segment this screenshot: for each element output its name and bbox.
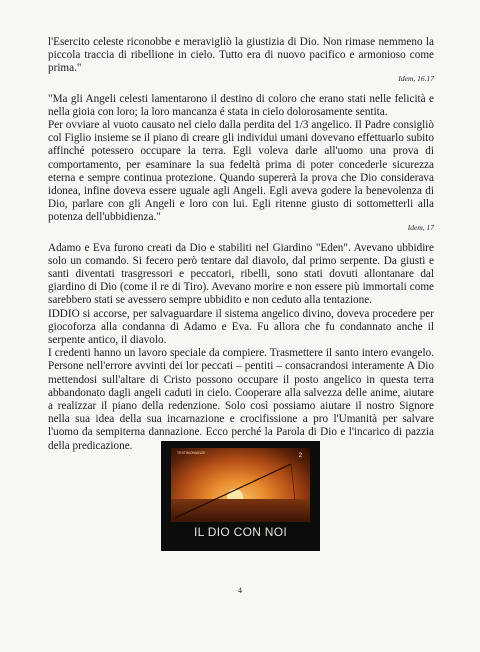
cover-small-label: TESTIMONIANZE — [177, 451, 206, 455]
book-cover-image — [161, 441, 320, 551]
cover-title: IL DIO CON NOI — [193, 525, 288, 539]
paragraph-5: IDDIO si accorse, per salvaguardare il sistema angelico divino, doveva procedere per giocoforza alla condanna di Adamo e Eva. Fu allora che fu condannato anche il serpente antico, il diavolo. — [48, 307, 434, 347]
fishing-rod-icon — [171, 448, 310, 522]
paragraph-3: Per ovviare al vuoto causato nel cielo dalla perdita del 1/3 angelico. Il Padre consigliò col Figlio insieme se il piano di creare gli individui umani dovevano effettuarlo subito affinché potessero occupare la terra. Egli voleva darle all'uomo una prova di comportamento, per esaminare la sua fedeltà prima di poter concederle sicurezza eterna e sempre continua protezione. Quando supererà la prova che Dio considerava idonea, infine doveva essere uguale agli Angeli. Egli aveva godere la benevolenza di Dio, parlare con gli Angeli e loro con lui. Egli ritenne giusto di sottometterli alla potenza dell'ubbidienza." — [48, 119, 434, 224]
document-body — [48, 36, 434, 453]
paragraph-2: "Ma gli Angeli celesti lamentarono il destino di coloro che erano stati nelle felicità e nella gioia con loro; la loro mancanza é stata in cielo dolorosamente sentita. — [48, 92, 434, 118]
paragraph-6: I credenti hanno un lavoro speciale da compiere. Trasmettere il santo intero evangelo. Persone nell'errore avvinti dei lor peccati – pentiti – consacrandosi interamente A Dio mettendosi sull'altare di Cristo possono occupare il posto angelico in questa terra abbandonato dagli angeli caduti in cielo. Cooperare alla salvezza delle anime, aiutare a realizzar il piano della redenzione. Solo così possiamo aiutare il nostro Signore nella sua idea della sua incarnazione e crocifissione a pro l'Umanità per salvare l'uomo da sempiterna dannazione. Ecco perché la Parola di Dio e l'incarico di pazzia della predicazione. — [48, 347, 434, 452]
citation-1: Idem, 16.17 — [398, 73, 434, 83]
paragraph-1: l'Esercito celeste riconobbe e meravigliò la giustizia di Dio. Non rimase nemmeno la piccola traccia di ribellione in cielo. Tutto era di nuovo pacifico e armonioso come prima." — [48, 36, 434, 75]
cover-badge: 2 — [298, 453, 302, 459]
page-number: 4 — [238, 586, 242, 595]
paragraph-4: Adamo e Eva furono creati da Dio e stabiliti nel Giardino "Eden". Avevano ubbidire solo un comando. Si fecero però tentare dal diavolo, dal primo serpente. Da giusti e santi diventati trasgressori e peccatori, ribelli, sono stati dovuti allontanare dal giardino di Dio (come il re di Tiro). Avevano morire e non essere più immortali come sarebbero stati se avessero sempre ubbidito e non ceduto alla tentazione. — [48, 241, 434, 307]
citation-2: Idem, 17 — [407, 222, 434, 232]
